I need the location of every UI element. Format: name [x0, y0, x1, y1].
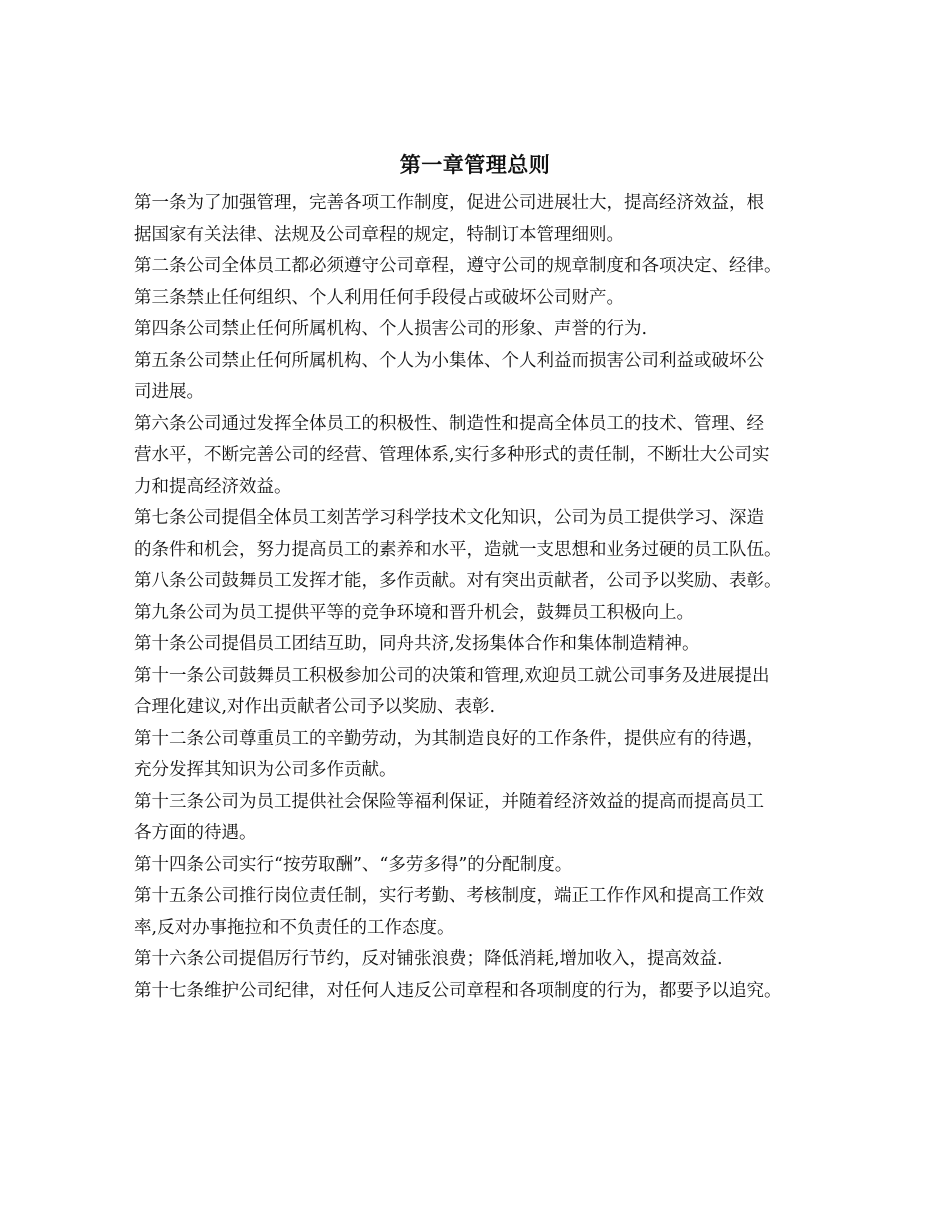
article-12: 第十二条公司尊重员工的辛勤劳动，为其制造良好的工作条件，提供应有的待遇， 充分发挥其知识为公司多作贡献。 [134, 728, 764, 780]
article-6: 第六条公司通过发挥全体员工的积极性、制造性和提高全体员工的技术、管理、经 营水平，不断完善公司的经营、管理体系,实行多种形式的责任制，不断壮大公司实 力和提高经济效益。 [134, 413, 770, 497]
article-8: 第八条公司鼓舞员工发挥才能，多作贡献。对有突出贡献者，公司予以奖励、表彰。 [134, 571, 782, 591]
article-5: 第五条公司禁止任何所属机构、个人为小集体、个人利益而损害公司利益或破坏公 司进展。 [134, 350, 764, 402]
article-16: 第十六条公司提倡厉行节约，反对铺张浪费；降低消耗,增加收入，提高效益. [134, 949, 723, 969]
article-2: 第二条公司全体员工都必须遵守公司章程，遵守公司的规章制度和各项决定、经律。 [134, 256, 782, 276]
article-10: 第十条公司提倡员工团结互助，同舟共济,发扬集体合作和集体制造精神。 [134, 634, 700, 654]
article-3: 第三条禁止任何组织、个人利用任何手段侵占或破坏公司财产。 [134, 287, 624, 308]
article-4: 第四条公司禁止任何所属机构、个人损害公司的形象、声誉的行为. [134, 319, 648, 339]
article-13: 第十三条公司为员工提供社会保险等福利保证，并随着经济效益的提高而提高员工 各方面的待遇。 [134, 791, 764, 843]
article-7: 第七条公司提倡全体员工刻苦学习科学技术文化知识，公司为员工提供学习、深造 的条件和机会，努力提高员工的素养和水平，造就一支思想和业务过硬的员工队伍。 [134, 508, 782, 560]
article-1: 第一条为了加强管理，完善各项工作制度，促进公司进展壮大，提高经济效益，根 据国家有关法律、法规及公司章程的规定，特制订本管理细则。 [134, 193, 764, 245]
article-11: 第十一条公司鼓舞员工积极参加公司的决策和管理,欢迎员工就公司事务及进展提出 合理化建议,对作出贡献者公司予以奖励、表彰. [134, 665, 770, 717]
article-14: 第十四条公司实行“按劳取酬”、“多劳多得”的分配制度。 [134, 854, 573, 875]
article-15: 第十五条公司推行岗位责任制，实行考勤、考核制度，端正工作作风和提高工作效 率,反对办事拖拉和不负责任的工作态度。 [134, 886, 764, 938]
article-17: 第十七条维护公司纪律，对任何人违反公司章程和各项制度的行为，都要予以追究。 [134, 980, 782, 1001]
chapter-title: 第一章管理总则 [399, 152, 551, 177]
article-9: 第九条公司为员工提供平等的竞争环境和晋升机会，鼓舞员工积极向上。 [134, 602, 694, 623]
document-body [134, 188, 824, 1007]
